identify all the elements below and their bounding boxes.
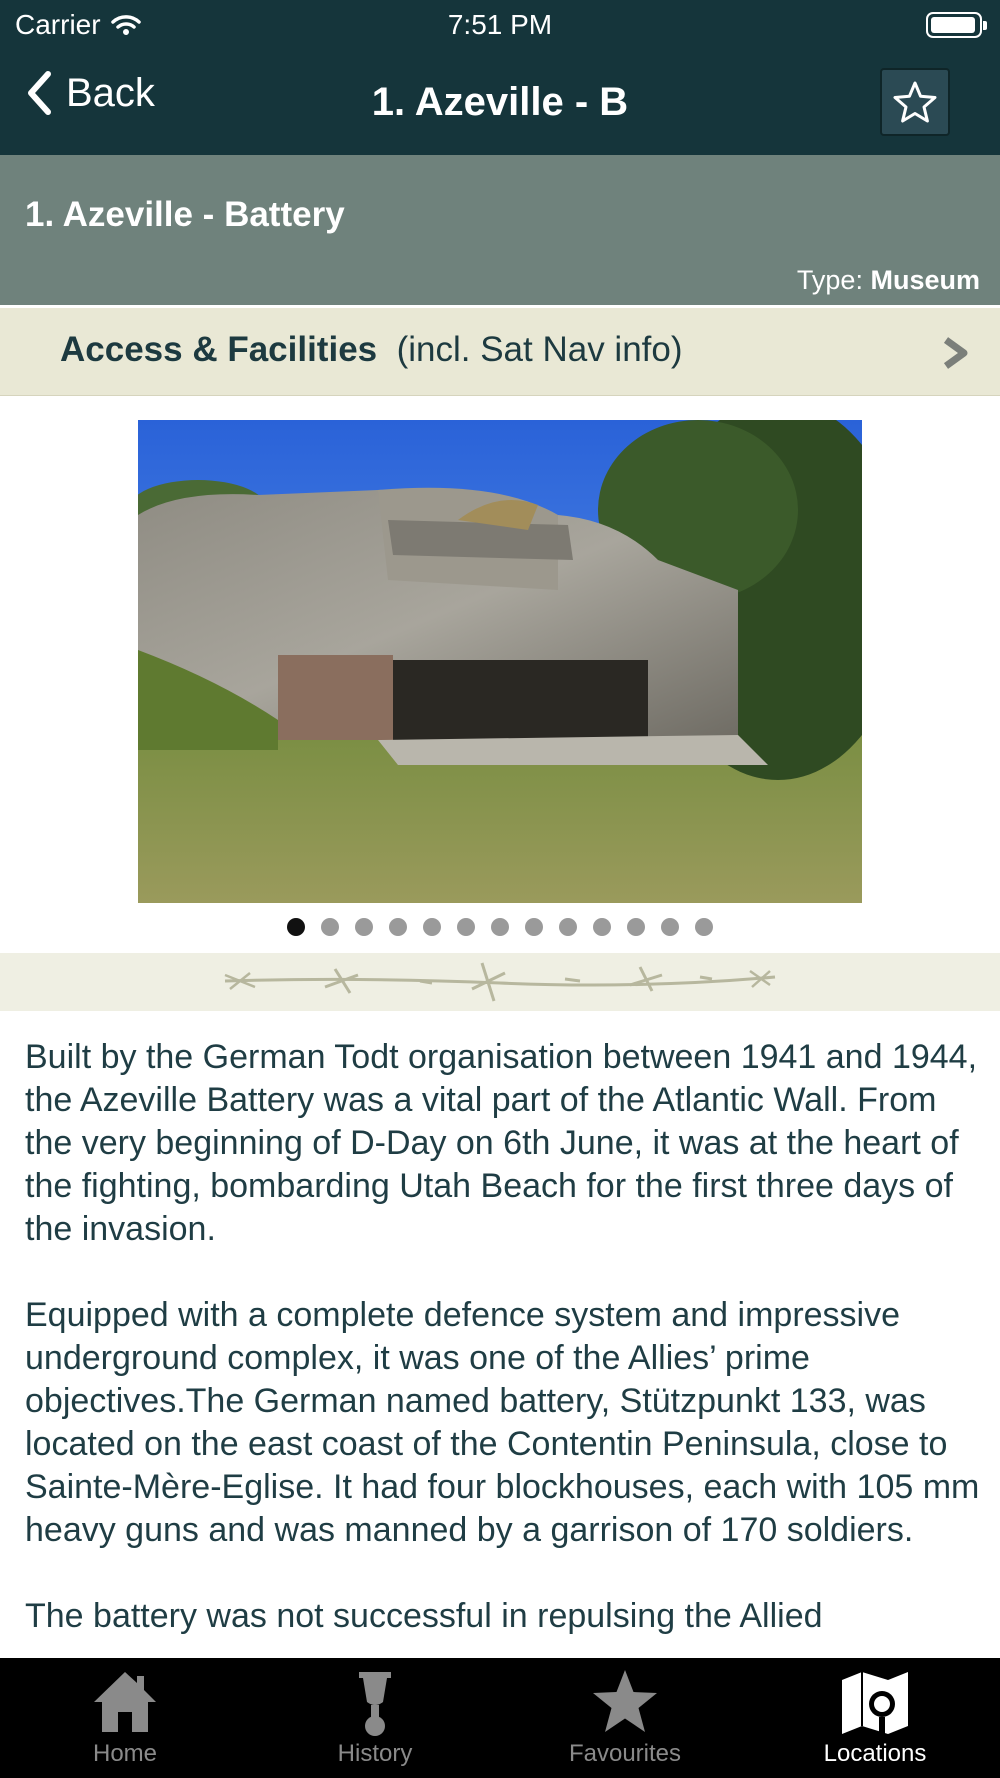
barbed-wire-icon bbox=[0, 953, 1000, 1011]
navigation-bar bbox=[0, 50, 1000, 155]
location-photo[interactable] bbox=[138, 420, 862, 903]
description-paragraph: Equipped with a complete defence system and impressive underground complex, it was one of the Allies’ prime objectives.The German named battery, Stützpunkt 133, was located on the east coast of the Contentin Peninsula, close to Sainte-Mère-Eglise. It had four blockhouses, each with 105 mm heavy guns and was manned by a garrison of 170 soldiers. bbox=[25, 1296, 980, 1549]
battery-icon bbox=[926, 12, 982, 38]
trophy-icon bbox=[345, 1668, 405, 1738]
top-bar bbox=[0, 0, 1000, 155]
location-description bbox=[25, 1036, 980, 1681]
barbed-wire-divider bbox=[0, 953, 1000, 1011]
location-header bbox=[0, 155, 1000, 305]
gallery-pagination bbox=[0, 918, 1000, 936]
page-dot[interactable] bbox=[457, 918, 475, 936]
location-type bbox=[797, 265, 980, 296]
access-bold-label: Access & Facilities bbox=[60, 330, 378, 369]
access-facilities-label bbox=[60, 330, 683, 370]
page-dot[interactable] bbox=[695, 918, 713, 936]
page-dot[interactable] bbox=[661, 918, 679, 936]
status-bar bbox=[0, 0, 1000, 50]
tab-bar bbox=[0, 1658, 1000, 1778]
page-dot[interactable] bbox=[389, 918, 407, 936]
page-dot[interactable] bbox=[525, 918, 543, 936]
location-title: 1. Azeville - Battery bbox=[25, 195, 345, 234]
tab-favourites[interactable] bbox=[500, 1658, 750, 1778]
description-paragraph: Built by the German Todt organisation between 1941 and 1944, the Azeville Battery was a vital part of the Atlantic Wall. From the very beginning of D-Day on 6th June, it was at the heart of the fighting, bombarding Utah Beach for the first three days of the invasion. bbox=[25, 1038, 978, 1248]
page-dot[interactable] bbox=[593, 918, 611, 936]
page-dot[interactable] bbox=[559, 918, 577, 936]
star-outline-icon bbox=[892, 79, 938, 125]
tab-locations[interactable] bbox=[750, 1658, 1000, 1778]
tab-home[interactable] bbox=[0, 1658, 250, 1778]
description-paragraph: The battery was not successful in repulsing the Allied bbox=[25, 1597, 823, 1635]
chevron-right-icon bbox=[940, 336, 970, 370]
page-dot[interactable] bbox=[423, 918, 441, 936]
page-dot[interactable] bbox=[627, 918, 645, 936]
star-icon bbox=[590, 1668, 660, 1736]
bunker-photo bbox=[138, 420, 862, 903]
back-label: Back bbox=[66, 70, 155, 115]
access-sub-label: (incl. Sat Nav info) bbox=[396, 330, 683, 369]
page-dot[interactable] bbox=[287, 918, 305, 936]
tab-label: Locations bbox=[823, 1740, 927, 1767]
status-time: 7:51 PM bbox=[447, 9, 553, 40]
tab-label: Home bbox=[92, 1740, 158, 1767]
carrier-label: Carrier bbox=[15, 9, 101, 40]
page-dot[interactable] bbox=[355, 918, 373, 936]
tab-history[interactable] bbox=[250, 1658, 500, 1778]
access-facilities-row[interactable] bbox=[0, 308, 1000, 396]
home-icon bbox=[90, 1668, 160, 1736]
page-dot[interactable] bbox=[321, 918, 339, 936]
page-dot[interactable] bbox=[491, 918, 509, 936]
tab-label: Favourites bbox=[568, 1740, 682, 1767]
type-label: Type: bbox=[796, 265, 863, 295]
favourite-button[interactable] bbox=[880, 68, 950, 136]
nav-title: 1. Azeville - B bbox=[371, 80, 629, 124]
type-value: Museum bbox=[870, 265, 980, 295]
map-pin-icon bbox=[838, 1668, 912, 1738]
tab-label: History bbox=[337, 1740, 413, 1767]
